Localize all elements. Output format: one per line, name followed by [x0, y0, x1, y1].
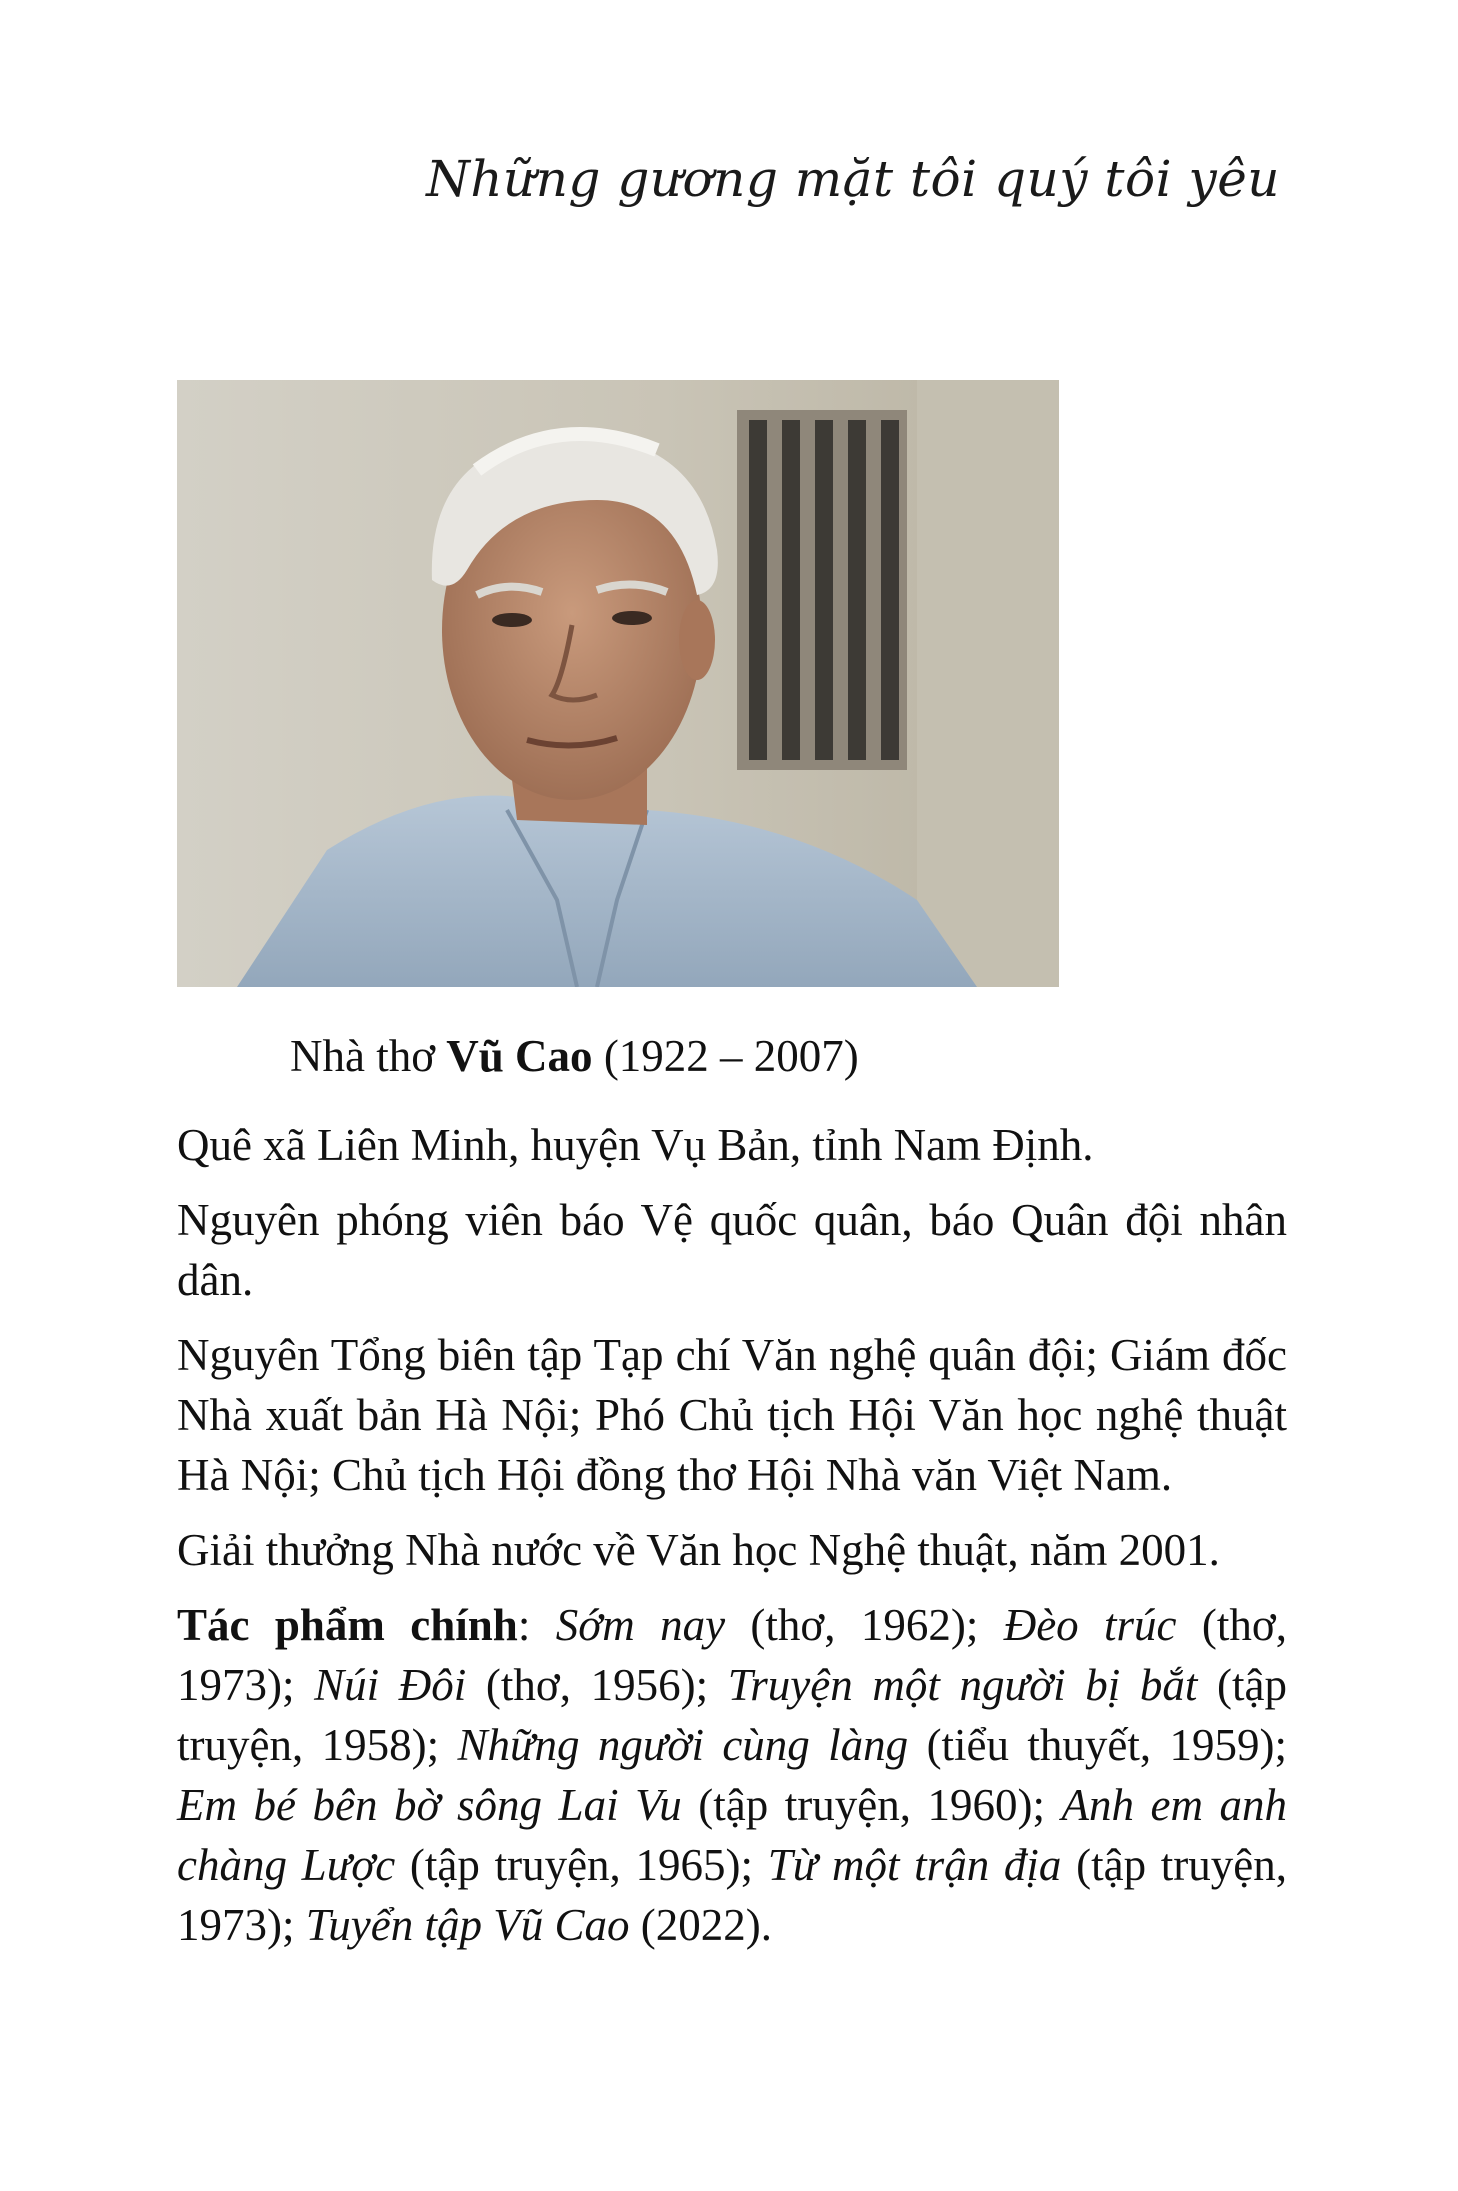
- work-note: (tập truyện, 1973);: [177, 1840, 1287, 1950]
- work-title: Em bé bên bờ sông Lai Vu: [177, 1780, 682, 1830]
- work-title: Sớm nay: [555, 1600, 726, 1650]
- work-note: (thơ, 1973);: [177, 1600, 1287, 1710]
- works-colon: :: [517, 1600, 556, 1650]
- running-header-title: Những gương mặt tôi quý tôi yêu: [426, 150, 1280, 208]
- work-title: Từ một trận địa: [767, 1840, 1062, 1890]
- work-note: (tập truyện, 1965);: [395, 1840, 768, 1890]
- author-bio: [177, 1115, 1287, 1970]
- work-title: Anh em anh chàng Lược: [177, 1780, 1287, 1890]
- author-name: Vũ Cao: [446, 1031, 593, 1081]
- author-years: (1922 – 2007): [592, 1031, 859, 1081]
- work-note: (tập truyện, 1960);: [681, 1780, 1062, 1830]
- work-title: Những người cùng làng: [457, 1720, 909, 1770]
- work-note: (tập truyện, 1958);: [177, 1660, 1287, 1770]
- bio-career-reporter: Nguyên phóng viên báo Vệ quốc quân, báo Quân đội nhân dân.: [177, 1195, 1287, 1305]
- bio-works: [177, 1595, 1287, 1955]
- photo-caption: [290, 1030, 859, 1082]
- work-note: (thơ, 1962);: [725, 1600, 1004, 1650]
- caption-prefix: Nhà thơ: [290, 1031, 447, 1081]
- work-title: Truyện một người bị bắt: [727, 1660, 1198, 1710]
- bio-hometown: Quê xã Liên Minh, huyện Vụ Bản, tỉnh Nam Định.: [177, 1120, 1094, 1170]
- bio-award: Giải thưởng Nhà nước về Văn học Nghệ thuật, năm 2001.: [177, 1525, 1220, 1575]
- work-note: (2022).: [629, 1900, 772, 1950]
- works-label: Tác phẩm chính: [177, 1600, 518, 1650]
- author-portrait-photo: [177, 380, 1059, 987]
- work-title: Đèo trúc: [1003, 1600, 1177, 1650]
- work-title: Núi Đôi: [314, 1660, 467, 1710]
- work-note: (tiểu thuyết, 1959);: [908, 1720, 1287, 1770]
- bio-career-positions: Nguyên Tổng biên tập Tạp chí Văn nghệ quân đội; Giám đốc Nhà xuất bản Hà Nội; Phó Chủ tịch Hội Văn học nghệ thuật Hà Nội; Chủ tịch Hội đồng thơ Hội Nhà văn Việt Nam.: [177, 1330, 1287, 1500]
- work-note: (thơ, 1956);: [466, 1660, 728, 1710]
- work-title: Tuyển tập Vũ Cao: [305, 1900, 630, 1950]
